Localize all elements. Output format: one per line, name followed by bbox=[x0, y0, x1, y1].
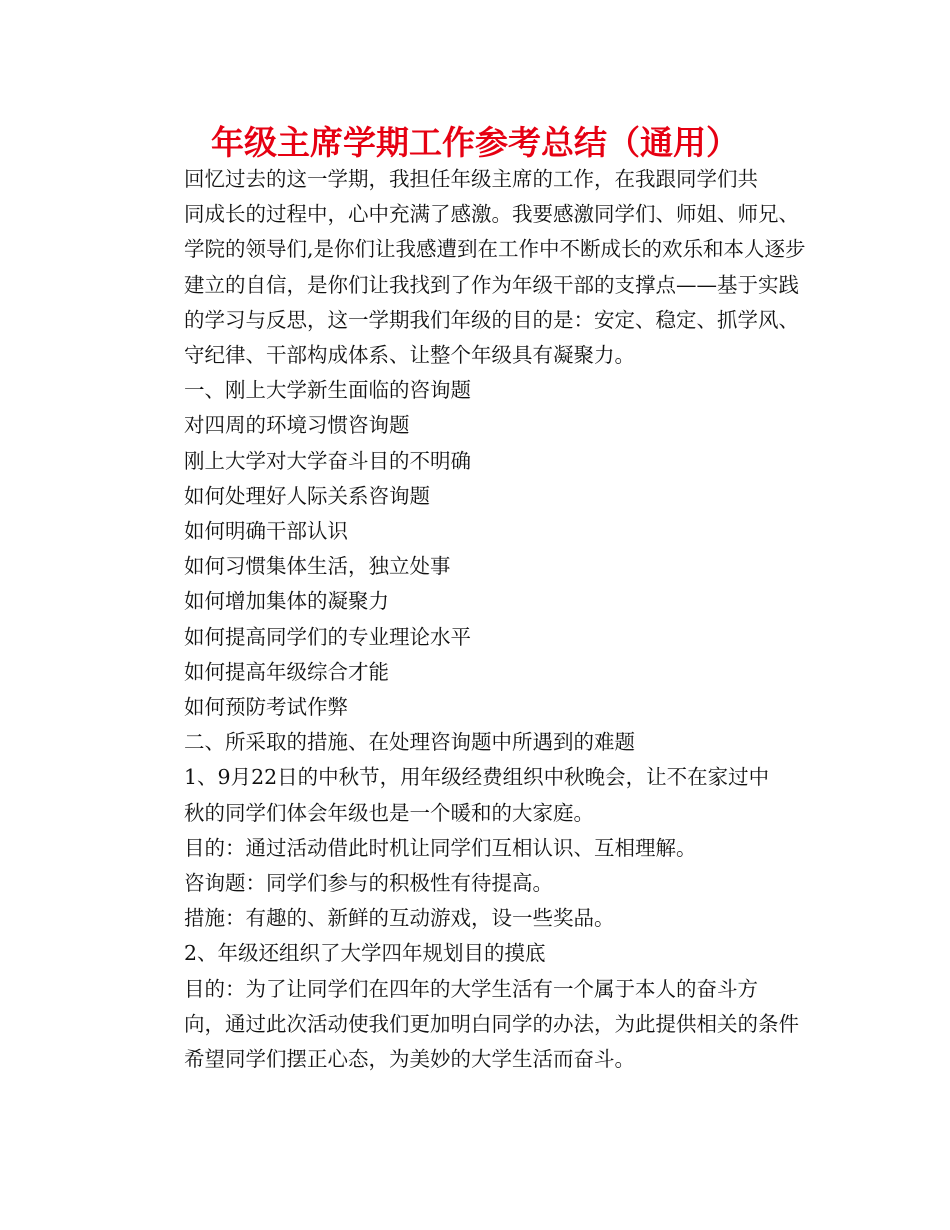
paragraph bbox=[142, 690, 812, 725]
paragraph bbox=[142, 1042, 812, 1077]
paragraph bbox=[142, 760, 812, 830]
paragraph-line: 如何预防考试作弊 bbox=[184, 695, 348, 720]
paragraph bbox=[142, 549, 812, 584]
paragraph bbox=[142, 514, 812, 549]
document-body bbox=[142, 162, 812, 1077]
paragraph-line: 守纪律、干部构成体系、让整个年级具有凝聚力。 bbox=[184, 343, 635, 368]
paragraph bbox=[142, 725, 812, 760]
paragraph-line: 如何提高同学们的专业理论水平 bbox=[184, 624, 471, 649]
paragraph bbox=[142, 831, 812, 866]
paragraph-line: 刚上大学对大学奋斗目的不明确 bbox=[184, 448, 471, 473]
paragraph-line: 的学习与反思，这一学期我们年级的目的是：安定、稳定、抓学风、 bbox=[184, 307, 799, 332]
paragraph-line: 对四周的环境习惯咨询题 bbox=[184, 413, 410, 438]
paragraph-line: 如何处理好人际关系咨询题 bbox=[184, 483, 430, 508]
paragraph-line: 2、年级还组织了大学四年规划目的摸底 bbox=[184, 941, 546, 966]
paragraph bbox=[142, 584, 812, 619]
paragraph-line: 二、所采取的措施、在处理咨询题中所遇到的难题 bbox=[184, 730, 635, 755]
paragraph-line: 目的：为了让同学们在四年的大学生活有一个属于本人的奋斗方 bbox=[184, 976, 758, 1001]
paragraph bbox=[142, 972, 812, 1042]
paragraph-line: 回忆过去的这一学期，我担任年级主席的工作，在我跟同学们共 bbox=[184, 167, 758, 191]
paragraph-line: 希望同学们摆正心态，为美妙的大学生活而奋斗。 bbox=[184, 1047, 635, 1072]
paragraph bbox=[142, 408, 812, 443]
paragraph bbox=[142, 866, 812, 901]
paragraph-line: 如何明确干部认识 bbox=[184, 519, 348, 544]
paragraph-line: 建立的自信，是你们让我找到了作为年级干部的支撑点——基于实践 bbox=[184, 272, 799, 297]
paragraph bbox=[142, 444, 812, 479]
paragraph bbox=[142, 655, 812, 690]
paragraph-line: 一、刚上大学新生面临的咨询题 bbox=[184, 378, 471, 403]
paragraph bbox=[142, 479, 812, 514]
paragraph-line: 向，通过此次活动使我们更加明白同学的办法，为此提供相关的条件 bbox=[184, 1011, 799, 1036]
paragraph-line: 如何习惯集体生活，独立处事 bbox=[184, 554, 451, 579]
paragraph-line: 如何提高年级综合才能 bbox=[184, 659, 389, 684]
paragraph-line: 目的：通过活动借此时机让同学们互相认识、互相理解。 bbox=[184, 835, 697, 860]
paragraph-line: 1、9月22日的中秋节，用年级经费组织中秋晚会，让不在家过中 bbox=[184, 765, 770, 790]
paragraph bbox=[142, 901, 812, 936]
paragraph bbox=[142, 620, 812, 655]
paragraph-line: 同成长的过程中，心中充满了感激。我要感激同学们、师姐、师兄、 bbox=[184, 202, 799, 227]
paragraph-line: 措施：有趣的、新鲜的互动游戏，设一些奖品。 bbox=[184, 906, 615, 931]
paragraph-line: 如何增加集体的凝聚力 bbox=[184, 589, 389, 614]
document-title: 年级主席学期工作参考总结（通用） bbox=[211, 123, 739, 162]
paragraph bbox=[142, 936, 812, 971]
paragraph-line: 咨询题：同学们参与的积极性有待提高。 bbox=[184, 871, 553, 896]
paragraph bbox=[142, 162, 812, 373]
paragraph-line: 秋的同学们体会年级也是一个暖和的大家庭。 bbox=[184, 800, 594, 825]
paragraph bbox=[142, 373, 812, 408]
paragraph-line: 学院的领导们,是你们让我感遭到在工作中不断成长的欢乐和本人逐步 bbox=[184, 237, 806, 262]
